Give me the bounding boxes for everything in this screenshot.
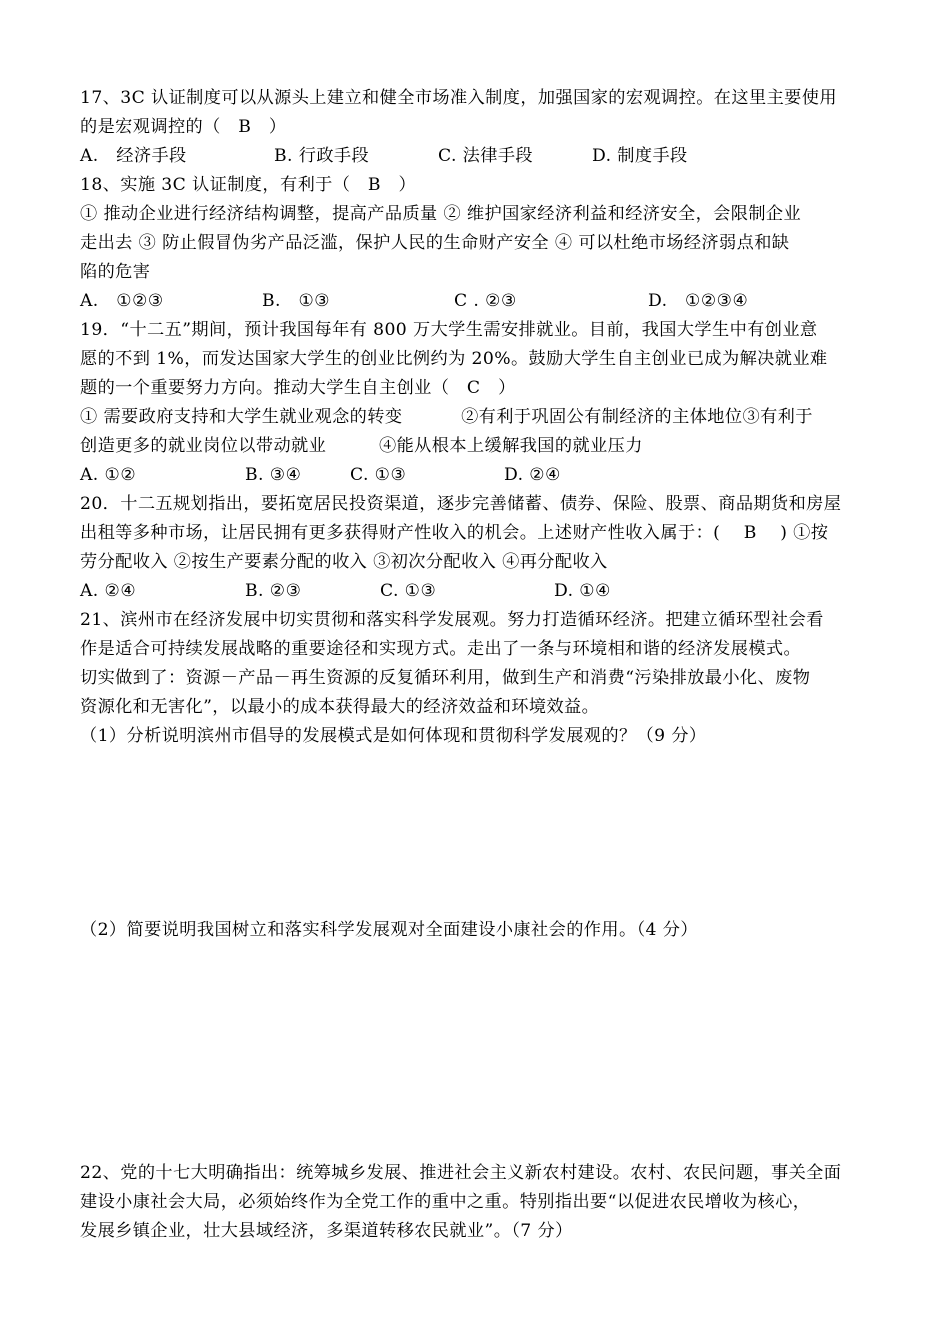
q19-items-line1: ① 需要政府支持和大学生就业观念的转变 ②有利于巩固公有制经济的主体地位③有利于	[80, 407, 813, 427]
q17-option-b: B. 行政手段	[274, 146, 370, 166]
q21-stem-line1: 21、滨州市在经济发展中切实贯彻和落实科学发展观。努力打造循环经济。把建立循环型社会看	[80, 610, 824, 630]
q19-options	[80, 461, 880, 490]
q17-stem-line2: 的是宏观调控的（ B ）	[80, 117, 287, 137]
q20-option-d: D. ①④	[554, 581, 611, 601]
q20-option-c: C. ①③	[380, 581, 437, 601]
q20-options	[80, 577, 880, 606]
q21-stem-line4: 资源化和无害化”，以最小的成本获得最大的经济效益和环境效益。	[80, 697, 600, 717]
q19-stem-line1: 19．“十二五”期间，预计我国每年有 800 万大学生需安排就业。目前，我国大学生中有创业意	[80, 320, 818, 340]
q19-items-line2: 创造更多的就业岗位以带动就业 ④能从根本上缓解我国的就业压力	[80, 436, 643, 456]
q17-options	[80, 142, 880, 171]
q21-stem-line3: 切实做到了：资源－产品－再生资源的反复循环利用，做到生产和消费“污染排放最小化、废物	[80, 668, 811, 688]
q20-stem-line1: 20．十二五规划指出，要拓宽居民投资渠道，逐步完善储蓄、债券、保险、股票、商品期货和房屋	[80, 494, 842, 514]
q18-option-d: D. ①②③④	[648, 291, 749, 311]
q22-stem-line2: 建设小康社会大局，必须始终作为全党工作的重中之重。特别指出要“以促进农民增收为核心，	[80, 1192, 811, 1212]
q18-option-a: A. ①②③	[80, 291, 164, 311]
q18-stem: 18、实施 3C 认证制度，有利于（ B ）	[80, 175, 417, 195]
q19-stem-line3: 题的一个重要努力方向。推动大学生自主创业（ C ）	[80, 378, 516, 398]
q18-option-b: B. ①③	[262, 291, 331, 311]
q17-option-a: A. 经济手段	[80, 146, 187, 166]
q20-option-a: A. ②④	[80, 581, 137, 601]
q18-options	[80, 287, 880, 316]
q18-items-line3: 陷的危害	[80, 262, 151, 282]
q21-subquestion-2: （2）简要说明我国树立和落实科学发展观对全面建设小康社会的作用。（4 分）	[80, 920, 698, 940]
q19-option-a: A. ①②	[80, 465, 137, 485]
q18-items-line1: ① 推动企业进行经济结构调整，提高产品质量 ② 维护国家经济利益和经济安全，会限制企业	[80, 204, 802, 224]
q21-stem-line2: 作是适合可持续发展战略的重要途径和实现方式。走出了一条与环境相和谐的经济发展模式。	[80, 639, 802, 659]
exam-page	[80, 84, 880, 1246]
q20-stem-line3: 劳分配收入 ②按生产要素分配的收入 ③初次分配收入 ④再分配收入	[80, 552, 608, 572]
q19-option-c: C. ①③	[350, 465, 407, 485]
q20-stem-line2: 出租等多种市场，让居民拥有更多获得财产性收入的机会。上述财产性收入属于：( B ) ①按	[80, 523, 829, 543]
q18-items-line2: 走出去 ③ 防止假冒伪劣产品泛滥，保护人民的生命财产安全 ④ 可以杜绝市场经济弱点和缺	[80, 233, 790, 253]
q18-option-c: C . ②③	[454, 291, 517, 311]
q17-option-d: D. 制度手段	[592, 146, 688, 166]
q19-option-d: D. ②④	[504, 465, 561, 485]
q22-stem-line3: 发展乡镇企业，壮大县域经济，多渠道转移农民就业”。（7 分）	[80, 1221, 573, 1241]
q19-stem-line2: 愿的不到 1%，而发达国家大学生的创业比例约为 20%。鼓励大学生自主创业已成为解决就业难	[80, 349, 828, 369]
q20-option-b: B. ②③	[245, 581, 302, 601]
q17-option-c: C. 法律手段	[438, 146, 534, 166]
q21-subquestion-1: （1）分析说明滨州市倡导的发展模式是如何体现和贯彻科学发展观的？（9 分）	[80, 726, 707, 746]
q22-stem-line1: 22、党的十七大明确指出：统筹城乡发展、推进社会主义新农村建设。农村、农民问题，事关全面	[80, 1163, 842, 1183]
q21-answer-space-2	[80, 945, 880, 1159]
q21-answer-space-1	[80, 751, 880, 916]
q19-option-b: B. ③④	[245, 465, 302, 485]
q17-stem-line1: 17、3C 认证制度可以从源头上建立和健全市场准入制度，加强国家的宏观调控。在这里主要使用	[80, 88, 837, 108]
